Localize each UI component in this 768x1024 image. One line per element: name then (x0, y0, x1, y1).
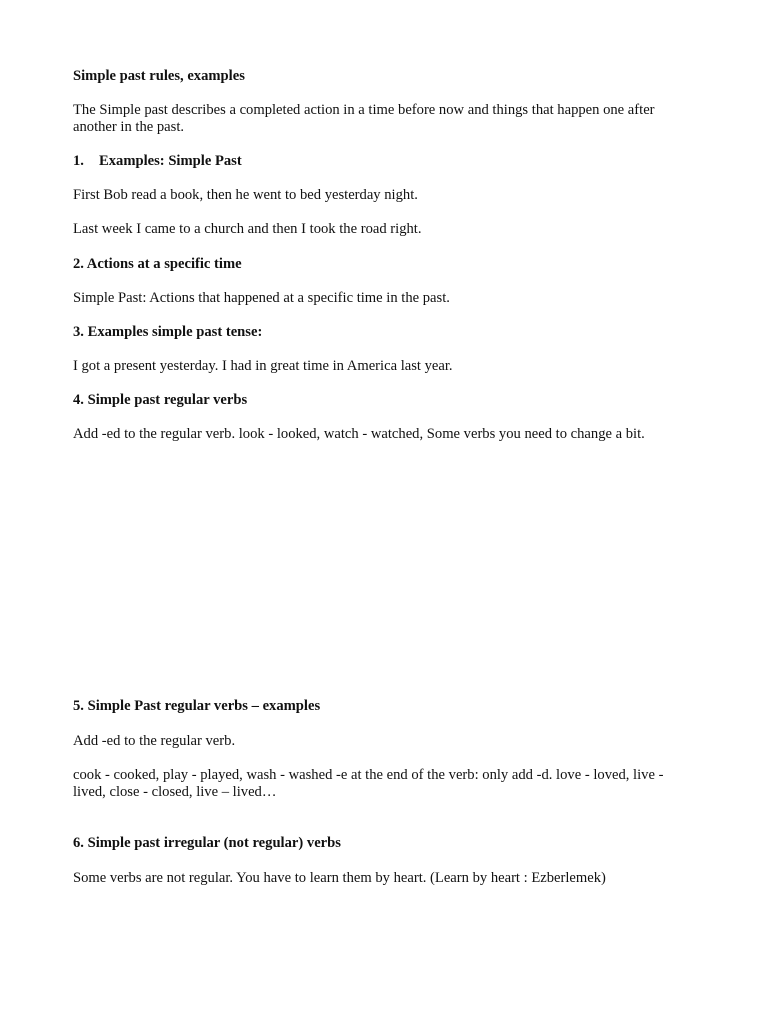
section-1-paragraph-1: First Bob read a book, then he went to bed yesterday night. (73, 187, 418, 203)
section-1-heading (73, 153, 698, 170)
section-6-heading: 6. Simple past irregular (not regular) verbs (73, 835, 341, 851)
section-5-paragraph-2: cook - cooked, play - played, wash - washed -e at the end of the verb: only add -d. love - loved, live - lived, close - closed, live – lived… (73, 767, 664, 800)
section-4-heading: 4. Simple past regular verbs (73, 392, 248, 408)
section-1-heading-text: Examples: Simple Past (99, 153, 242, 169)
section-5-paragraph-1: Add -ed to the regular verb. (73, 733, 236, 749)
section-5-heading: 5. Simple Past regular verbs – examples (73, 698, 321, 714)
section-1-number: 1. (73, 153, 84, 169)
document-title: Simple past rules, examples (73, 68, 245, 84)
section-1-paragraph-2: Last week I came to a church and then I took the road right. (73, 221, 422, 237)
section-3-paragraph-1: I got a present yesterday. I had in great time in America last year. (73, 358, 453, 374)
section-4-paragraph-1: Add -ed to the regular verb. look - looked, watch - watched, Some verbs you need to change a bit. (73, 426, 645, 442)
section-6-paragraph-1: Some verbs are not regular. You have to learn them by heart. (Learn by heart : Ezberlemek) (73, 870, 606, 886)
intro-paragraph: The Simple past describes a completed action in a time before now and things that happen one after another in the past. (73, 102, 655, 135)
section-2-heading: 2. Actions at a specific time (73, 256, 242, 272)
section-2-paragraph-1: Simple Past: Actions that happened at a specific time in the past. (73, 290, 450, 306)
section-3-heading: 3. Examples simple past tense: (73, 324, 263, 340)
